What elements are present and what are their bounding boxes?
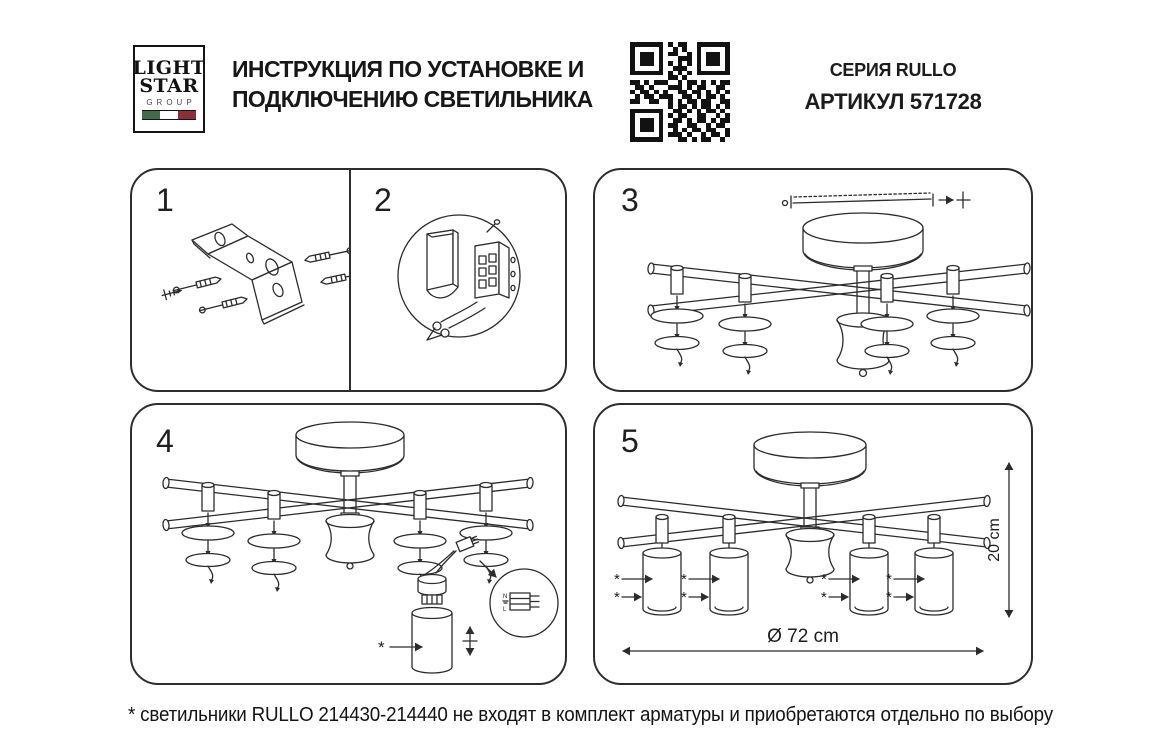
step-2-number: 2 [374,182,392,218]
step2-wiring-drawing [349,170,569,390]
step3-fixture-drawing [595,170,1031,390]
step5-dimensions-drawing [595,405,1031,683]
asterisk: * [886,589,892,606]
logo-line3: GROUP [146,97,196,107]
asterisk: * [681,589,687,606]
asterisk: * [681,571,687,588]
asterisk-step4: * [378,638,385,657]
title-line1: ИНСТРУКЦИЯ ПО УСТАНОВКЕ И [232,56,584,82]
step-5-number: 5 [621,423,639,459]
flag-white [160,111,178,119]
footnote: * светильники RULLO 214430-214440 не входят в комплект арматуры и приобретаются отдельно по выбору [128,704,1053,726]
asterisk: * [821,571,827,588]
page-title [232,54,593,114]
series-label: СЕРИЯ RULLO [829,60,957,80]
title-line2: ПОДКЛЮЧЕНИЮ СВЕТИЛЬНИКА [232,86,593,112]
terminal-n-label: N [503,594,508,600]
logo-line2: STAR [139,74,199,97]
step4-lamp-install-drawing [132,405,565,683]
asterisk: * [821,589,827,606]
asterisk: * [886,571,892,588]
article-label: АРТИКУЛ 571728 [804,89,982,114]
asterisk: * [614,571,620,588]
step-1-number: 1 [156,182,174,218]
italian-flag-bar [142,110,196,120]
panel-step-5 [593,403,1033,685]
asterisk: * [614,589,620,606]
panel-step-1-2 [130,168,567,392]
series-block [788,60,998,115]
width-dimension-label: Ø 72 cm [767,626,839,647]
terminal-l-label: L [503,607,507,613]
flag-green [142,111,160,119]
panel-step-4 [130,403,567,685]
logo-line1: LIGHT [132,56,206,79]
flag-red [178,111,196,119]
step-4-number: 4 [156,423,174,459]
height-dimension-label: 20 cm [986,518,1003,562]
lightstar-logo [133,45,205,133]
step1-bracket-drawing [132,170,349,390]
panel-step-3 [593,168,1033,392]
qr-code [630,42,730,142]
step-3-number: 3 [621,182,639,218]
